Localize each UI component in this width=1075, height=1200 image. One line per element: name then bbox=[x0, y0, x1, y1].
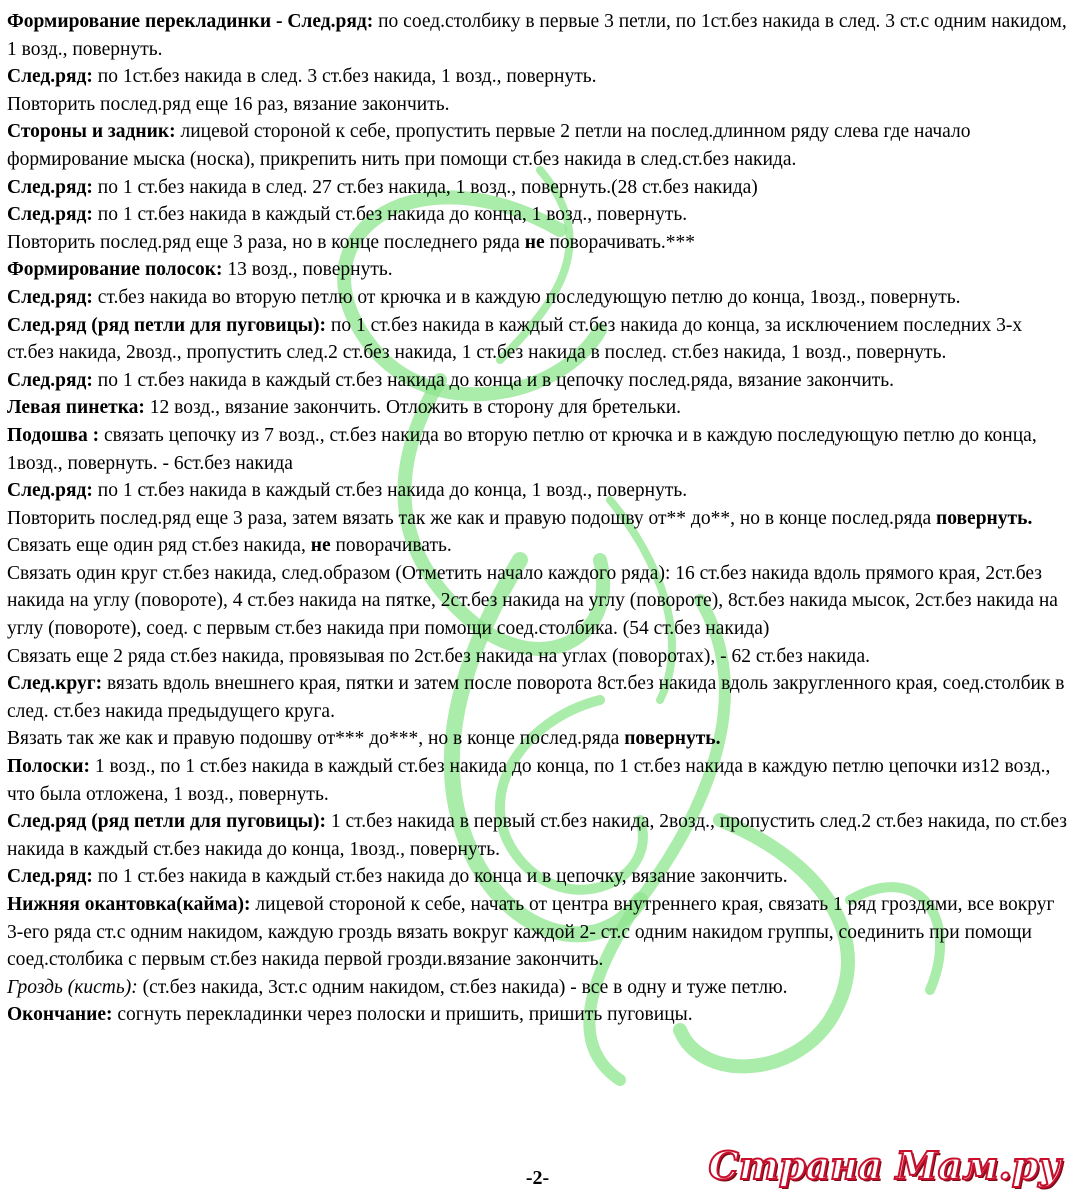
instruction-paragraph bbox=[7, 229, 1069, 257]
instruction-paragraph bbox=[7, 394, 1069, 422]
paragraph-text: Повторить послед.ряд еще 16 раз, вязание закончить. bbox=[7, 93, 450, 115]
instruction-paragraph bbox=[7, 643, 1069, 671]
paragraph-text: по 1 ст.без накида в след. 27 ст.без накида, 1 возд., повернуть.(28 ст.без накида) bbox=[92, 176, 758, 198]
instruction-paragraph bbox=[7, 560, 1069, 643]
instruction-paragraph bbox=[7, 174, 1069, 202]
bold-heading: След.ряд: bbox=[7, 204, 93, 226]
paragraph-text: Повторить послед.ряд еще 3 раза, затем вязать так же как и правую подошву от** до**, но в конце послед.ряда bbox=[7, 507, 937, 529]
instruction-paragraph bbox=[7, 91, 1069, 119]
bold-heading: Полоски: bbox=[7, 756, 90, 778]
paragraph-text: лицевой стороной к себе, пропустить первые 2 петли на послед.длинном ряду слева где начало формирование мыска (носка), прикрепить нить при помощи ст.без накида в след.ст.без накида. bbox=[7, 121, 971, 170]
bold-heading: Окончание: bbox=[7, 1004, 113, 1026]
bold-heading: След.круг: bbox=[7, 673, 103, 695]
italic-heading: Гроздь (кисть): bbox=[7, 976, 138, 998]
instruction-paragraph bbox=[7, 725, 1069, 753]
instruction-paragraph bbox=[7, 808, 1069, 863]
paragraph-text: ст.без накида во вторую петлю от крючка и в каждую последующую петлю до конца, 1возд., повернуть. bbox=[92, 286, 961, 308]
bold-heading: След.ряд: bbox=[7, 866, 93, 888]
instruction-paragraph bbox=[7, 505, 1069, 560]
paragraph-text: по 1 ст.без накида в каждый ст.без накида до конца и в цепочку послед.ряда, вязание закончить. bbox=[92, 369, 895, 391]
bold-heading: Стороны и задник: bbox=[7, 121, 176, 143]
paragraph-text: по 1 ст.без накида в каждый ст.без накида до конца и в цепочку, вязание закончить. bbox=[92, 866, 788, 888]
bold-heading: След.ряд (ряд петли для пуговицы): bbox=[7, 811, 327, 833]
paragraph-text: по 1 ст.без накида в каждый ст.без накида до конца, 1 возд., повернуть. bbox=[92, 204, 688, 226]
bold-heading: След.ряд: bbox=[7, 286, 93, 308]
bold-heading: повернуть. bbox=[936, 507, 1033, 529]
bold-heading: Формирование перекладинки - След.ряд: bbox=[7, 11, 374, 32]
bold-heading: След.ряд: bbox=[7, 480, 93, 502]
paragraph-text: Связать еще 2 ряда ст.без накида, провязывая по 2ст.без накида на углах (поворотах), - 62 ст.без накида. bbox=[7, 645, 871, 667]
bold-heading: След.ряд: bbox=[7, 66, 93, 88]
instruction-paragraph bbox=[7, 891, 1069, 974]
instruction-paragraph bbox=[7, 8, 1069, 63]
bold-heading: Подошва : bbox=[7, 424, 100, 446]
bold-heading: След.ряд: bbox=[7, 369, 93, 391]
paragraph-text: 12 возд., вязание закончить. Отложить в сторону для бретельки. bbox=[144, 397, 682, 419]
bold-heading: не bbox=[310, 535, 331, 557]
paragraph-text: связать цепочку из 7 возд., ст.без накида во вторую петлю от крючка и в каждую последующую петлю до конца, 1возд., повернуть. - 6ст.без накида bbox=[7, 424, 1037, 474]
paragraph-text: Связать еще один ряд ст.без накида, bbox=[7, 535, 311, 557]
paragraph-text: Связать один круг ст.без накида, след.образом (Отметить начало каждого ряда): 16 ст.без накида вдоль прямого края, 2ст.без накида на углу (повороте), 4 ст.без накида на пятке, 2ст.без накида на углу (повороте), 8ст.без накида мысок, 2ст.без накида на углу (повороте), соед. с первым ст.без накида при помощи соед.столбика. (54 ст.без накида) bbox=[7, 562, 1058, 640]
instruction-paragraph bbox=[7, 863, 1069, 891]
bold-heading: повернуть. bbox=[624, 728, 721, 750]
instruction-paragraph bbox=[7, 312, 1069, 367]
brand-logo: Страна Мам.ру bbox=[708, 1143, 1061, 1188]
paragraph-text: по 1 ст.без накида в каждый ст.без накида до конца, за исключением последних 3-х ст.без накида, 2возд., пропустить след.2 ст.без накида, 1 ст.без накида в послед. ст.без накида, 1 возд., повернуть. bbox=[7, 314, 1023, 364]
instruction-paragraph bbox=[7, 422, 1069, 477]
instruction-paragraph bbox=[7, 670, 1069, 725]
instruction-paragraph bbox=[7, 63, 1069, 91]
paragraph-text: по соед.столбику в первые 3 петли, по 1ст.без накида в след. 3 ст.с одним накидом, 1 возд., повернуть. bbox=[7, 11, 1067, 60]
instruction-paragraph bbox=[7, 1001, 1069, 1029]
instruction-paragraph bbox=[7, 118, 1069, 173]
bold-heading: След.ряд: bbox=[7, 176, 93, 198]
paragraph-text: по 1ст.без накида в след. 3 ст.без накида, 1 возд., повернуть. bbox=[92, 66, 597, 88]
document-body bbox=[7, 8, 1069, 1029]
instruction-paragraph bbox=[7, 477, 1069, 505]
bold-heading: Формирование полосок: bbox=[7, 259, 223, 281]
paragraph-text: 1 возд., по 1 ст.без накида в каждый ст.без накида до конца, по 1 ст.без накида в каждую петлю цепочки из12 возд., что была отложена, 1 возд., повернуть. bbox=[7, 756, 1051, 805]
paragraph-text: 1 ст.без накида в первый ст.без накида, 2возд., пропустить след.2 ст.без накида, по ст.без накида в каждый ст.без накида до конца, 1возд., повернуть. bbox=[7, 811, 1067, 860]
bold-heading: не bbox=[524, 231, 545, 253]
paragraph-text: согнуть перекладинки через полоски и пришить, пришить пуговицы. bbox=[112, 1004, 693, 1026]
instruction-paragraph bbox=[7, 284, 1069, 312]
paragraph-text: поворачивать.*** bbox=[544, 231, 695, 253]
paragraph-text: вязать вдоль внешнего края, пятки и затем после поворота 8ст.без накида вдоль закругленного края, соед.столбик в след. ст.без накида предыдущего круга. bbox=[7, 673, 1065, 722]
paragraph-text: Повторить послед.ряд еще 3 раза, но в конце последнего ряда bbox=[7, 231, 525, 253]
paragraph-text: Вязать так же как и правую подошву от*** до***, но в конце послед.ряда bbox=[7, 728, 625, 750]
paragraph-text: поворачивать. bbox=[330, 535, 452, 557]
instruction-paragraph bbox=[7, 753, 1069, 808]
paragraph-text: по 1 ст.без накида в каждый ст.без накида до конца, 1 возд., повернуть. bbox=[92, 480, 688, 502]
paragraph-text: 13 возд., повернуть. bbox=[222, 259, 393, 281]
instruction-paragraph bbox=[7, 974, 1069, 1002]
bold-heading: Левая пинетка: bbox=[7, 397, 145, 419]
page-number: -2- bbox=[525, 1167, 550, 1189]
instruction-paragraph bbox=[7, 367, 1069, 395]
paragraph-text: (ст.без накида, 3ст.с одним накидом, ст.без накида) - все в одну и туже петлю. bbox=[137, 976, 788, 998]
paragraph-text: лицевой стороной к себе, начать от центра внутреннего края, связать 1 ряд гроздями, все вокруг 3-его ряда ст.с одним накидом, каждую гроздь вязать вокруг каждой 2- ст.с одним накидом группы, соединить при помощи соед.столбика с первым ст.без накида первой грозди.вязание закончить. bbox=[7, 894, 1055, 971]
instruction-paragraph bbox=[7, 201, 1069, 229]
bold-heading: Нижняя окантовка(кайма): bbox=[7, 894, 251, 915]
bold-heading: След.ряд (ряд петли для пуговицы): bbox=[7, 314, 327, 336]
instruction-paragraph bbox=[7, 256, 1069, 284]
